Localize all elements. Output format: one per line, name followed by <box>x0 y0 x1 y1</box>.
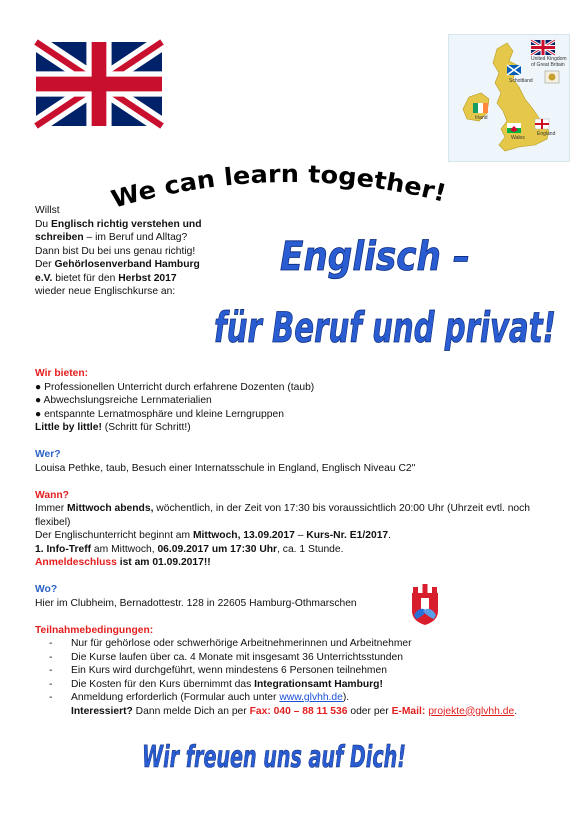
anmeldeschluss-date: ist am 01.09.2017!! <box>116 557 211 568</box>
intro-der: Der <box>35 259 55 270</box>
teilnahme-heading: Teilnahmebedingungen: <box>35 624 154 636</box>
intro-wieder: wieder neue Englischkurse an: <box>35 286 176 297</box>
interessiert-end: . <box>514 705 518 717</box>
section-wir-bieten <box>35 367 555 435</box>
wir-bieten-heading: Wir bieten: <box>35 368 89 379</box>
little-by-little <box>35 421 555 435</box>
map-label-uk: United Kingdom of Great Britain <box>531 56 567 68</box>
wann-l2b: – <box>294 530 307 541</box>
wann-l2-kurs: Kurs-Nr. E1/2017 <box>306 530 389 541</box>
integrationsamt: Integrationsamt Hamburg! <box>254 678 383 690</box>
footer-slogan <box>140 735 410 775</box>
title-line2: für Beruf und privat! <box>214 303 556 352</box>
body-content <box>35 367 555 718</box>
intro-du: Du <box>35 218 52 230</box>
little-bold: Little by little! <box>35 422 102 433</box>
item5-end: ). <box>342 692 350 703</box>
interessiert-line <box>35 705 555 719</box>
wer-text: Louisa Pethke, taub, Besuch einer Internatsschule in England, Englisch Niveau C2" <box>35 462 416 474</box>
teilnahme-list <box>35 637 555 705</box>
map-label-wales: Wales <box>511 135 525 141</box>
main-title <box>206 218 566 354</box>
wann-heading: Wann? <box>35 489 69 501</box>
wann-l3b: , ca. 1 Stunde. <box>277 543 344 555</box>
intro-beruf: – im Beruf und Alltag? <box>83 232 188 243</box>
section-teilnahme <box>35 624 555 719</box>
wann-l1-bold: Mittwoch abends, <box>67 503 154 514</box>
intro-willst: Willst <box>35 205 60 216</box>
section-wer <box>35 448 555 475</box>
list-item <box>49 678 555 692</box>
little-rest: (Schritt für Schritt!) <box>101 422 191 433</box>
wann-line2 <box>35 529 555 543</box>
map-label-england: England <box>537 131 556 137</box>
title-line1: Englisch – <box>280 234 470 280</box>
list-item: - Die Kurse laufen über ca. 4 Monate mit insgesamt 36 Unterrichtsstunden <box>49 651 555 665</box>
wann-line3 <box>35 543 555 557</box>
wo-text: Hier im Clubheim, Bernadottestr. 128 in 22605 Hamburg-Othmarschen <box>35 597 357 609</box>
map-label-ireland: Irland <box>475 115 488 121</box>
wo-heading: Wo? <box>35 584 58 595</box>
glvhh-logo-icon <box>410 581 440 627</box>
fax-number: Fax: 040 – 88 11 536 <box>249 705 348 717</box>
wann-l2c: . <box>388 530 392 541</box>
wann-line4 <box>35 556 555 570</box>
wann-l3a: am Mittwoch, <box>91 543 158 555</box>
footer-text: Wir freuen uns auf Dich! <box>142 740 406 775</box>
list-item: - Nur für gehörlose oder schwerhörige Arbeitnehmerinnen und Arbeitnehmer <box>49 637 555 651</box>
intro-text <box>35 204 205 299</box>
anmeldeschluss-label: Anmeldeschluss <box>35 557 117 568</box>
intro-bietet: bietet für den <box>52 272 119 284</box>
wann-l1a: Immer <box>35 503 68 514</box>
map-label-scotland: Schottland <box>509 78 533 84</box>
wann-info-treff: 1. Info-Treff <box>35 543 92 555</box>
intro-block <box>35 218 205 245</box>
email-label: E-Mail: <box>391 705 429 717</box>
wann-l3-date: 06.09.2017 um 17:30 Uhr <box>157 543 278 555</box>
section-wann <box>35 489 555 570</box>
wann-line1 <box>35 502 555 529</box>
intro-herbst: Herbst 2017 <box>118 272 177 284</box>
wann-l2-bold: Mittwoch, 13.09.2017 <box>192 530 295 541</box>
website-link[interactable]: www.glvhh.de <box>279 692 343 703</box>
item5-text: Anmeldung erforderlich (Formular auch unter <box>71 692 280 703</box>
wer-heading: Wer? <box>35 449 61 460</box>
interessiert-text: Dann melde Dich an per <box>132 705 250 717</box>
uk-map-image <box>448 34 570 162</box>
wir-bieten-item: ● entspannte Lernatmosphäre und kleine Lerngruppen <box>35 408 284 420</box>
intro-englisch: Englisch richtig verstehen und schreiben <box>35 218 202 243</box>
email-link[interactable]: projekte@glvhh.de <box>428 705 515 717</box>
interessiert-bold: Interessiert? <box>71 705 133 717</box>
list-item: - Ein Kurs wird durchgeführt, wenn mindestens 6 Personen teilnehmen <box>49 664 555 678</box>
oder-text: oder per <box>347 705 392 717</box>
wann-l2a: Der Englischunterricht beginnt am <box>35 530 193 541</box>
union-jack-flag <box>36 42 162 126</box>
item4-text: Die Kosten für den Kurs übernimmt das <box>71 678 255 690</box>
intro-dann: Dann bist Du bei uns genau richtig! <box>35 245 196 257</box>
slogan-text: We can learn together! <box>108 160 449 212</box>
list-item <box>49 691 555 705</box>
intro-verband-block <box>35 258 205 299</box>
wir-bieten-item: ● Professionellen Unterricht durch erfahrene Dozenten (taub) <box>35 381 315 393</box>
wann-l1b: wöchentlich, in der Zeit von 17:30 bis voraussichtlich 20:00 Uhr (Uhrzeit evtl. noch flexibel) <box>35 503 531 528</box>
wir-bieten-item: ● Abwechslungsreiche Lernmaterialien <box>35 395 212 406</box>
section-wo <box>35 583 555 610</box>
intro-verband: Gehörlosenverband Hamburg e.V. <box>35 259 200 284</box>
